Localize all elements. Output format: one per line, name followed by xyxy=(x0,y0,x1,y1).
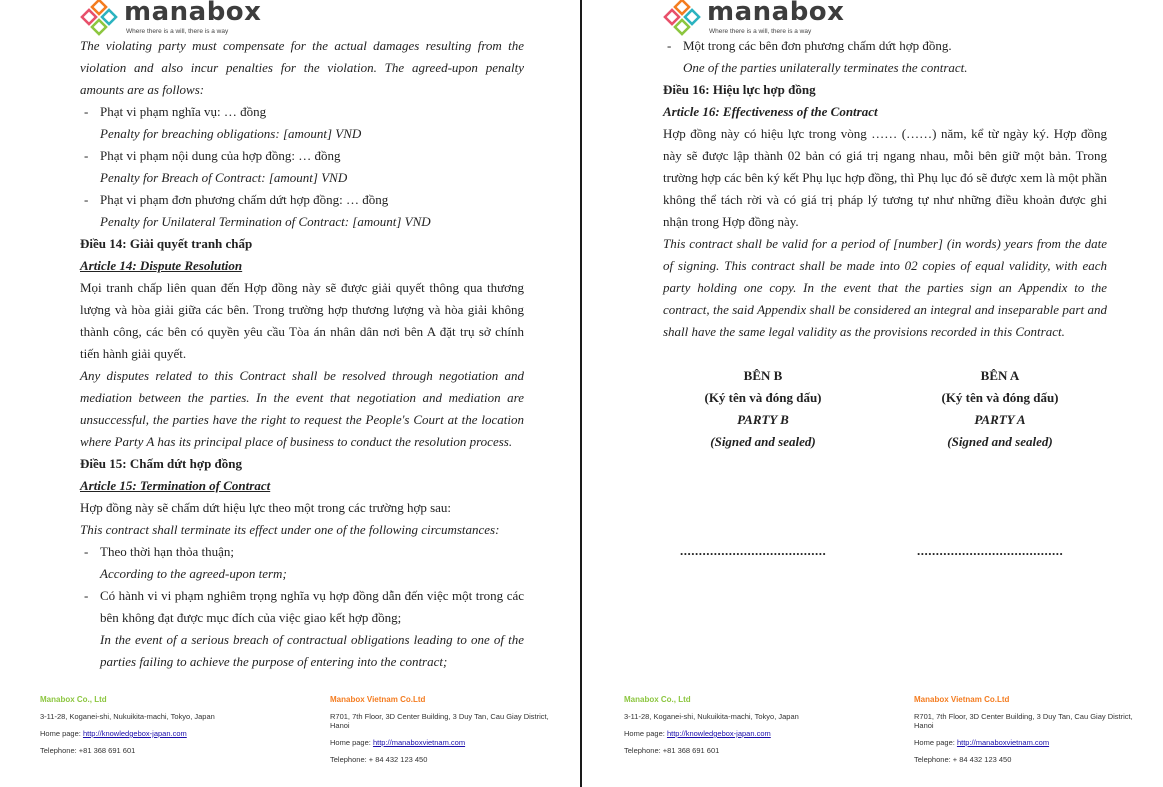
signature-block-party-b xyxy=(683,365,843,453)
article-16-text-en: This contract shall be valid for a period of [number] (in words) years from the date of signing. This contract shall be made into 02 copies of equal validity, with each party holding one copy. In the event that the parties sign an Appendix to the contract, the said Appendix shall be considered an integral and inseparable part and shall have the same legal validity as the provisions recorded in this Contract. xyxy=(663,236,1107,339)
party-a-sign-en: (Signed and sealed) xyxy=(947,434,1053,449)
penalty-vi: Phạt vi phạm đơn phương chấm dứt hợp đồng: … đồng xyxy=(100,192,389,207)
footer-company-jp: Manabox Co., Ltd xyxy=(624,695,691,704)
article-14-heading-vi: Điều 14: Giải quyết tranh chấp xyxy=(80,236,253,251)
termination-item-en: One of the parties unilaterally terminates the contract. xyxy=(683,60,968,75)
article-14-text-en: Any disputes related to this Contract shall be resolved through negotiation and mediation between the parties. In the event that negotiation and mediation are unsuccessful, the parties have the right to request the People's Court at the location where Party A has its principal place of business to conduct the resolution process. xyxy=(80,368,524,449)
brand-name: manabox xyxy=(707,0,845,27)
homepage-label: Home page: xyxy=(914,738,957,747)
list-item xyxy=(663,35,1107,57)
list-dash: - xyxy=(84,192,89,207)
article-16-heading-en: Article 16: Effectiveness of the Contract xyxy=(663,104,878,119)
termination-item-vi: Có hành vi vi phạm nghiêm trọng nghĩa vụ hợp đồng dẫn đến việc một trong các bên không đạt được mục đích của việc giao kết hợp đồng; xyxy=(100,588,524,625)
footer-homepage-vn xyxy=(330,738,570,747)
list-item xyxy=(80,145,524,167)
article-14-heading-en: Article 14: Dispute Resolution xyxy=(80,258,243,273)
footer-phone-vn: Telephone: + 84 432 123 450 xyxy=(914,755,1012,764)
page-body-left xyxy=(80,35,524,673)
termination-item-en: In the event of a serious breach of contractual obligations leading to one of the parties failing to achieve the purpose of entering into the contract; xyxy=(100,632,524,669)
party-a-sign-vi: (Ký tên và đóng dấu) xyxy=(941,390,1059,405)
list-item xyxy=(80,189,524,211)
footer-address-vn: R701, 7th Floor, 3D Center Building, 3 Duy Tan, Cau Giay District, Hanoi xyxy=(330,712,549,730)
article-15-heading-vi: Điều 15: Chấm dứt hợp đồng xyxy=(80,456,243,471)
party-b-sign-en: (Signed and sealed) xyxy=(710,434,816,449)
list-item xyxy=(80,585,524,629)
penalty-en: Penalty for Unilateral Termination of Contract: [amount] VND xyxy=(100,214,431,229)
list-dash: - xyxy=(667,38,672,53)
penalty-en: Penalty for Breach of Contract: [amount] VND xyxy=(100,170,348,185)
signature-line-party-a: ....................................... xyxy=(917,543,1064,558)
list-item xyxy=(80,541,524,563)
homepage-label: Home page: xyxy=(330,738,373,747)
footer-vietnam xyxy=(914,695,1154,764)
footer-homepage-vn xyxy=(914,738,1154,747)
brand-name: manabox xyxy=(124,0,262,27)
brand-slogan: Where there is a will, there is a way xyxy=(709,28,812,35)
footer-homepage-jp xyxy=(624,729,834,738)
page-body-right xyxy=(663,35,1107,343)
list-dash: - xyxy=(84,588,89,603)
homepage-link-jp[interactable]: http://knowledgebox-japan.com xyxy=(82,729,187,738)
party-b-sign-vi: (Ký tên và đóng dấu) xyxy=(704,390,822,405)
footer-address-jp: 3-11-28, Koganei-shi, Nukuikita-machi, Tokyo, Japan xyxy=(624,712,799,721)
penalty-vi: Phạt vi phạm nội dung của hợp đồng: … đồng xyxy=(100,148,341,163)
article-16-text-vi: Hợp đồng này có hiệu lực trong vòng …… (……) năm, kể từ ngày ký. Hợp đồng này sẽ được lập thành 02 bản có giá trị ngang nhau, mỗi bên giữ một bản. Trong trường hợp các bên ký kết Phụ lục hợp đồng, thì Phụ lục đó sẽ được xem là một phần không thể tách rời và có giá trị pháp lý tương tự như những điều khoản được ghi nhận trong Hợp đồng này. xyxy=(663,126,1107,229)
manabox-logo xyxy=(80,0,262,36)
footer-vietnam xyxy=(330,695,570,764)
footer-homepage-jp xyxy=(40,729,250,738)
termination-item-vi: Một trong các bên đơn phương chấm dứt hợp đồng. xyxy=(683,38,952,53)
termination-item-vi: Theo thời hạn thỏa thuận; xyxy=(100,544,234,559)
homepage-label: Home page: xyxy=(624,729,667,738)
penalty-en: Penalty for breaching obligations: [amount] VND xyxy=(100,126,362,141)
brand-slogan: Where there is a will, there is a way xyxy=(126,28,229,35)
signature-block-party-a xyxy=(920,365,1080,453)
footer-address-jp: 3-11-28, Koganei-shi, Nukuikita-machi, Tokyo, Japan xyxy=(40,712,215,721)
document-page-left xyxy=(0,0,580,787)
footer-address-vn: R701, 7th Floor, 3D Center Building, 3 Duy Tan, Cau Giay District, Hanoi xyxy=(914,712,1133,730)
article-16-heading-vi: Điều 16: Hiệu lực hợp đồng xyxy=(663,82,816,97)
party-a-title-en: PARTY A xyxy=(974,412,1026,427)
footer-phone-jp: Telephone: +81 368 691 601 xyxy=(624,746,720,755)
footer-phone-vn: Telephone: + 84 432 123 450 xyxy=(330,755,428,764)
footer-phone-jp: Telephone: +81 368 691 601 xyxy=(40,746,136,755)
party-b-title-en: PARTY B xyxy=(737,412,789,427)
article-15-heading-en: Article 15: Termination of Contract xyxy=(80,478,271,493)
footer-japan xyxy=(624,695,834,755)
manabox-logo xyxy=(663,0,845,36)
article-15-text-en: This contract shall terminate its effect under one of the following circumstances: xyxy=(80,522,500,537)
document-page-right xyxy=(583,0,1163,787)
article-15-text-vi: Hợp đồng này sẽ chấm dứt hiệu lực theo một trong các trường hợp sau: xyxy=(80,500,452,515)
list-dash: - xyxy=(84,544,89,559)
footer-company-vn: Manabox Vietnam Co.Ltd xyxy=(914,695,1010,704)
homepage-link-jp[interactable]: http://knowledgebox-japan.com xyxy=(666,729,771,738)
manabox-logo-icon xyxy=(663,0,703,36)
footer-company-vn: Manabox Vietnam Co.Ltd xyxy=(330,695,426,704)
list-dash: - xyxy=(84,104,89,119)
list-item xyxy=(80,101,524,123)
list-dash: - xyxy=(84,148,89,163)
signature-line-party-b: ....................................... xyxy=(680,543,827,558)
homepage-label: Home page: xyxy=(40,729,83,738)
manabox-logo-icon xyxy=(80,0,120,36)
footer-japan xyxy=(40,695,250,755)
homepage-link-vn[interactable]: http://manaboxvietnam.com xyxy=(372,738,466,747)
penalty-vi: Phạt vi phạm nghĩa vụ: … đồng xyxy=(100,104,267,119)
article-14-text-vi: Mọi tranh chấp liên quan đến Hợp đồng này sẽ được giải quyết thông qua thương lượng và hòa giải giữa các bên. Trong trường hợp thương lượng và hòa giải không thành công, các bên có quyền yêu cầu Tòa án nhân dân nơi bên A đặt trụ sở chính tiến hành giải quyết. xyxy=(80,280,524,361)
party-b-title: BÊN B xyxy=(743,368,783,383)
page-divider xyxy=(580,0,582,787)
party-a-title: BÊN A xyxy=(980,368,1020,383)
footer-company-jp: Manabox Co., Ltd xyxy=(40,695,107,704)
penalty-intro: The violating party must compensate for the actual damages resulting from the violation and also incur penalties for the violation. The agreed-upon penalty amounts are as follows: xyxy=(80,38,524,97)
termination-item-en: According to the agreed-upon term; xyxy=(100,566,287,581)
homepage-link-vn[interactable]: http://manaboxvietnam.com xyxy=(956,738,1050,747)
